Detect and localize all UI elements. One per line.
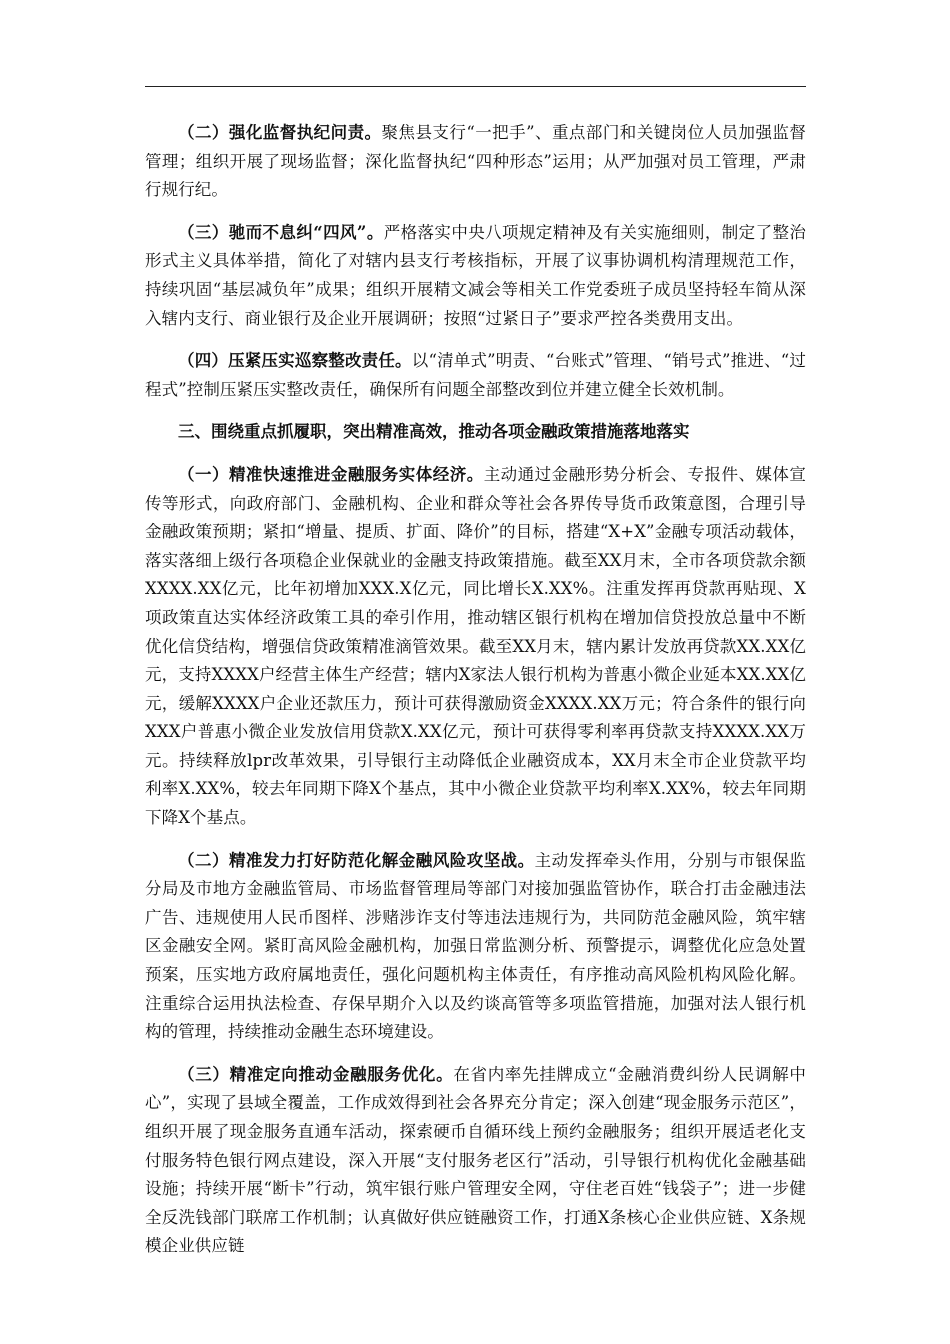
paragraph-lead: （三）驰而不息纠“四风”。: [178, 222, 384, 242]
paragraph-financial-risk: [145, 847, 806, 1047]
paragraph-text: 在省内率先挂牌成立“金融消费纠纷人民调解中心”，实现了县域全覆盖，工作成效得到社会各界充分肯定；深入创建“现金服务示范区”，组织开展了现金服务直通车活动，探索硬币自循环线上预约金融服务；组织开展适老化支付服务特色银行网点建设，深入开展“支付服务老区行”活动，引导银行机构优化金融基础设施；持续开展“断卡”行动，筑牢银行账户管理安全网，守住老百姓“钱袋子”；进一步健全反洗钱部门联席工作机制；认真做好供应链融资工作，打通X条核心企业供应链、X条规模企业供应链: [145, 1064, 806, 1256]
paragraph-inspection-rectification: [145, 347, 806, 404]
document-body: [145, 119, 806, 1275]
paragraph-lead: （一）精准快速推进金融服务实体经济。: [178, 464, 484, 484]
paragraph-real-economy: [145, 461, 806, 833]
paragraph-text: 以“清单式”明责、“台账式”管理、“销号式”推进、“过程式”控制压紧压实整改责任，确保所有问题全部整改到位并建立健全长效机制。: [145, 351, 806, 399]
paragraph-text: 主动发挥牵头作用，分别与市银保监分局及市地方金融监管局、市场监督管理局等部门对接加强监管协作，联合打击金融违法广告、违规使用人民币图样、涉赌涉诈支付等违法违规行为，共同防范金融风险，筑牢辖区金融安全网。紧盯高风险金融机构，加强日常监测分析、预警提示，调整优化应急处置预案，压实地方政府属地责任，强化问题机构主体责任，有序推动高风险机构风险化解。注重综合运用执法检查、存保早期介入以及约谈高管等多项监管措施，加强对法人银行机构的管理，持续推动金融生态环境建设。: [145, 850, 806, 1042]
paragraph-lead: （二）强化监督执纪问责。: [178, 123, 382, 142]
paragraph-service-optimization: [145, 1061, 806, 1261]
paragraph-text: 主动通过金融形势分析会、专报件、媒体宣传等形式，向政府部门、金融机构、企业和群众等社会各界传导货币政策意图，合理引导金融政策预期；紧扣“增量、提质、扩面、降价”的目标，搭建“X+X”金融专项活动载体，落实落细上级行各项稳企业保就业的金融支持政策措施。截至XX月末，全市各项贷款余额XXXX.XX亿元，比年初增加XXX.X亿元，同比增长X.XX%。注重发挥再贷款再贴现、X项政策直达实体经济政策工具的牵引作用，推动辖区银行机构在增加信贷投放总量中不断优化信贷结构，增强信贷政策精准滴管效果。截至XX月末，辖内累计发放再贷款XX.XX亿元，支持XXXX户经营主体生产经营；辖内X家法人银行机构为普惠小微企业延本XX.XX亿元，缓解XXXX户企业还款压力，预计可获得激励资金XXXX.XX万元；符合条件的银行向XXX户普惠小微企业发放信用贷款X.XX亿元，预计可获得零利率再贷款支持XXXX.XX万元。持续释放lpr改革效果，引导银行主动降低企业融资成本，XX月末全市企业贷款平均利率X.XX%，较去年同期下降X个基点，其中小微企业贷款平均利率X.XX%，较去年同期下降X个基点。: [145, 464, 806, 828]
paragraph-lead: （四）压紧压实巡察整改责任。: [178, 351, 412, 371]
paragraph-text: 严格落实中央八项规定精神及有关实施细则，制定了整治形式主义具体举措，简化了对辖内县支行考核指标，开展了议事协调机构清理规范工作，持续巩固“基层减负年”成果；组织开展精文减会等相关工作党委班子成员坚持轻车简从深入辖内支行、商业银行及企业开展调研；按照“过紧日子”要求严控各类费用支出。: [145, 222, 806, 328]
section-heading: 三、围绕重点抓履职，突出精准高效，推动各项金融政策措施落地落实: [178, 422, 690, 442]
paragraph-supervision: [145, 119, 806, 205]
paragraph-text: 聚焦县支行“一把手”、重点部门和关键岗位人员加强监督管理；组织开展了现场监督；深化监督执纪“四种形态”运用；从严加强对员工管理，严肃行规行纪。: [145, 123, 806, 200]
paragraph-lead: （二）精准发力打好防范化解金融风险攻坚战。: [178, 850, 535, 870]
paragraph-lead: （三）精准定向推动金融服务优化。: [178, 1064, 454, 1084]
paragraph-four-winds: [145, 219, 806, 333]
header-rule: [145, 86, 806, 87]
